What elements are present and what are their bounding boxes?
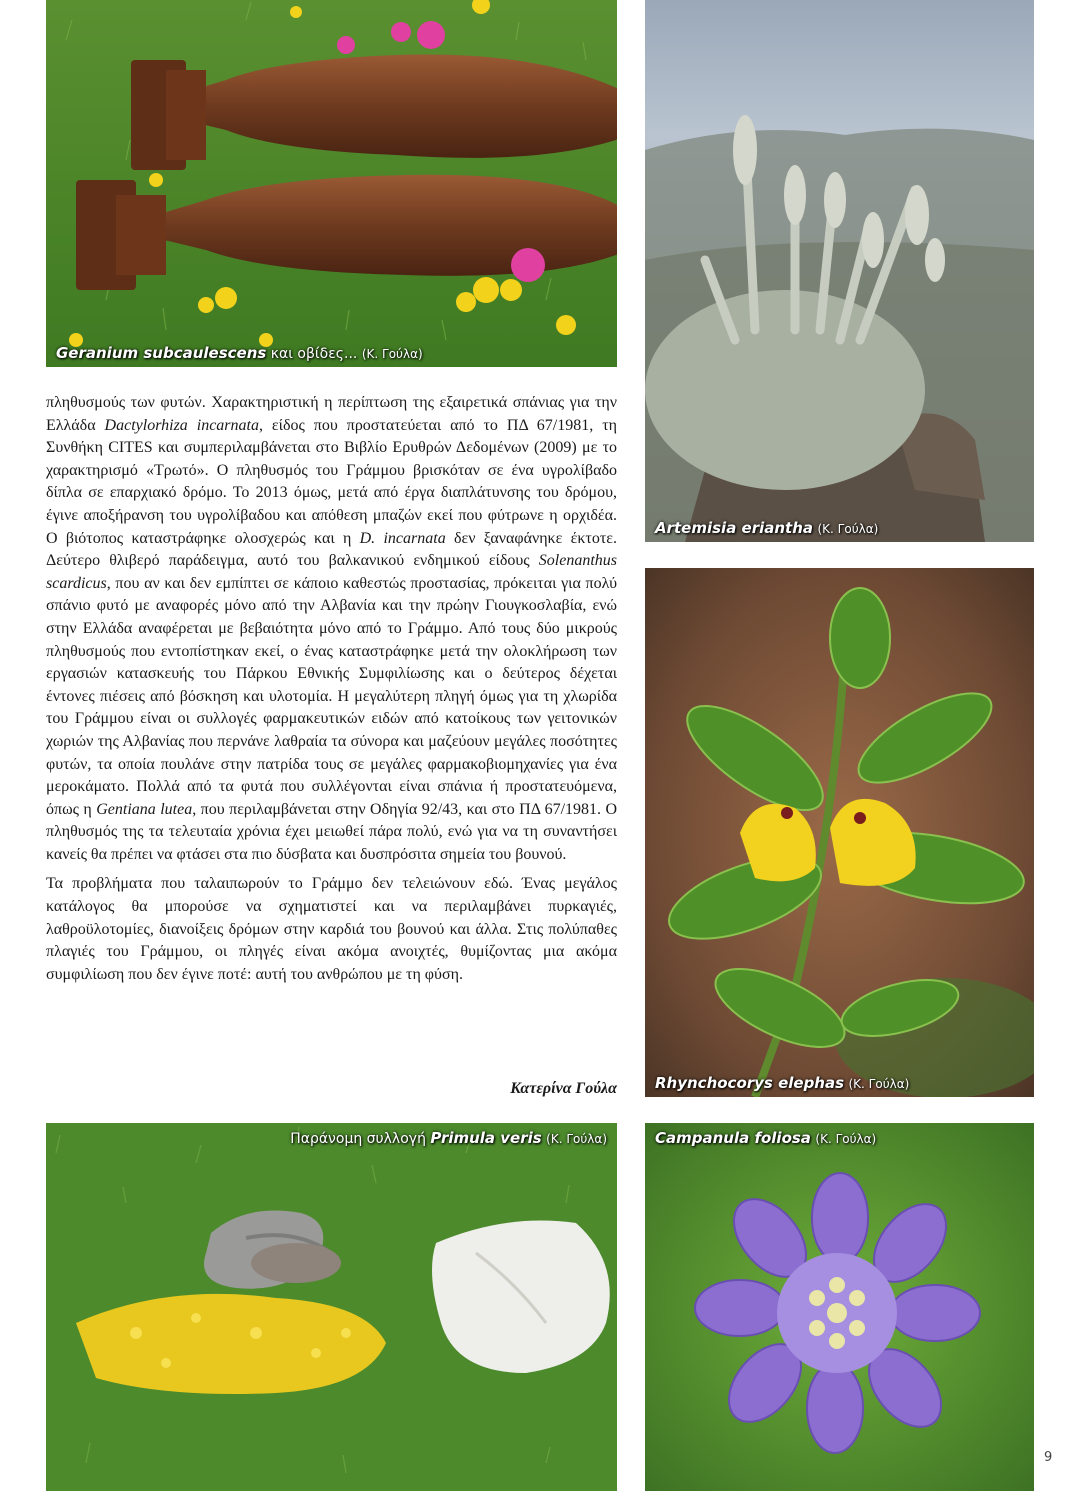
photo-rhynchocorys	[645, 568, 1034, 1097]
caption-credit: (Κ. Γούλα)	[546, 1132, 607, 1146]
caption-species: Campanula foliosa	[655, 1129, 811, 1147]
article-author: Κατερίνα Γούλα	[510, 1080, 617, 1097]
caption-species: Primula veris	[430, 1129, 542, 1147]
caption-credit: (Κ. Γούλα)	[815, 1132, 877, 1146]
species-name: Dactylorhiza incarnata	[104, 416, 259, 434]
caption-geranium	[56, 344, 423, 362]
caption-text: και οβίδες...	[266, 346, 362, 362]
caption-text: Παράνομη συλλογή	[290, 1131, 431, 1147]
article-body	[46, 392, 617, 986]
caption-credit: (Κ. Γούλα)	[848, 1077, 910, 1091]
caption-species: Rhynchocorys elephas	[655, 1074, 845, 1092]
photo-geranium-shells	[46, 0, 617, 367]
caption-credit: (Κ. Γούλα)	[361, 347, 423, 361]
species-name: Gentiana lutea	[96, 800, 193, 818]
photo-campanula	[645, 1123, 1034, 1491]
species-name: Solenanthus scardicus	[46, 552, 617, 592]
article-paragraph-2: Τα προβλήματα που ταλαιπωρούν το Γράμμο δεν τελειώνουν εδώ. Ένας μεγάλος κατάλογος θα μπορούσε να σχηματιστεί και να περιλαμβάνει πυρκαγιές, λαθροϋλοτομίες, διανοίξεις δρόμων στην καρδιά του βουνού και άλλα. Στις πολύπαθες πλαγιές του Γράμμου, οι πληγές είναι ακόμα ανοιχτές, θυμίζοντας μια ακόμα συμφιλίωση που δεν έγινε ποτέ: αυτή του ανθρώπου με τη φύση.	[46, 875, 617, 983]
article-paragraph-1: πληθυσμούς των φυτών. Χαρακτηριστική η περίπτωση της εξαιρετικά σπάνιας για την Ελλάδα Dactylorhiza incarnata, είδος που προστατεύεται από το ΠΔ 67/1981, τη Συνθήκη CITES και συμπεριλαμβάνεται στο Βιβλίο Ερυθρών Δεδομένων (2009) με το χαρακτηρισμό «Τρωτό». Ο πληθυσμός του Γράμμου βρισκόταν σε ένα υγρολίβαδο δίπλα σε επαρχιακό δρόμο. Το 2013 όμως, μετά από έργα διαπλάτυνσης του δρόμου, έγινε αποξήρανση του υγρολίβαδου και απόθεση μπαζών εκεί που φύτρωνε η ορχιδέα. Ο βιότοπος καταστράφηκε ολοσχερώς και η D. incarnata δεν ξαναφάνηκε έκτοτε. Δεύτερο θλιβερό παράδειγμα, αυτό του βαλκανικού ενδημικού είδους Solenanthus scardicus, που αν και δεν εμπίπτει σε κάποιο καθεστώς προστασίας, πρόκειται για πολύ σπάνιο φυτό με αναφορές μόνο από την Αλβανία και την πρώην Γιουγκοσλαβία, ενώ στην Ελλάδα αναφέρεται με βεβαιότητα μόνο από το Γράμμο. Από τους δύο μικρούς πληθυσμούς που εντοπίστηκαν εκεί, ο ένας καταστράφηκε μετά την ολοκλήρωση των εργασιών κατασκευής του Πάρκου Εθνικής Συμφιλίωσης και ο δεύτερος δέχεται έντονες πιέσεις από βόσκηση και υλοτομία. Η μεγαλύτερη πληγή όμως για τη χλωρίδα του Γράμμου είναι οι συλλογές φαρμακευτικών ειδών από κατοίκους των γειτονικών χωριών της Αλβανίας που περνάνε λαθραία τα σύνορα και μαζεύουν μεγάλες ποσότητες φυτών, τα οποία πουλάνε στην πατρίδα τους σε μεγάλες φαρμακοβιομηχανίες για ένα μεροκάματο. Πολλά από τα φυτά που συλλέγονται είναι σπάνια ή προστατευόμενα, όπως η Gentiana lutea, που περιλαμβάνεται στην Οδηγία 92/43, και στο ΠΔ 67/1981. Ο πληθυσμός της τα τελευταία χρόνια έχει μειωθεί πάρα πολύ, ενώ για να τη συναντήσει κανείς θα πρέπει να φτάσει στα πιο δύσβατα και δυσπρόσιτα σημεία του βουνού.	[46, 394, 618, 863]
photo-artemisia	[645, 0, 1034, 542]
caption-artemisia	[655, 519, 878, 537]
caption-credit: (Κ. Γούλα)	[817, 522, 879, 536]
caption-rhynchocorys	[655, 1074, 909, 1092]
caption-primula	[290, 1129, 607, 1147]
caption-species: Artemisia eriantha	[655, 519, 814, 537]
page-number: 9	[1044, 1450, 1053, 1465]
photo-primula-collection	[46, 1123, 617, 1491]
caption-campanula	[655, 1129, 876, 1147]
caption-species: Geranium subcaulescens	[56, 344, 267, 362]
species-name: D. incarnata	[359, 529, 446, 547]
